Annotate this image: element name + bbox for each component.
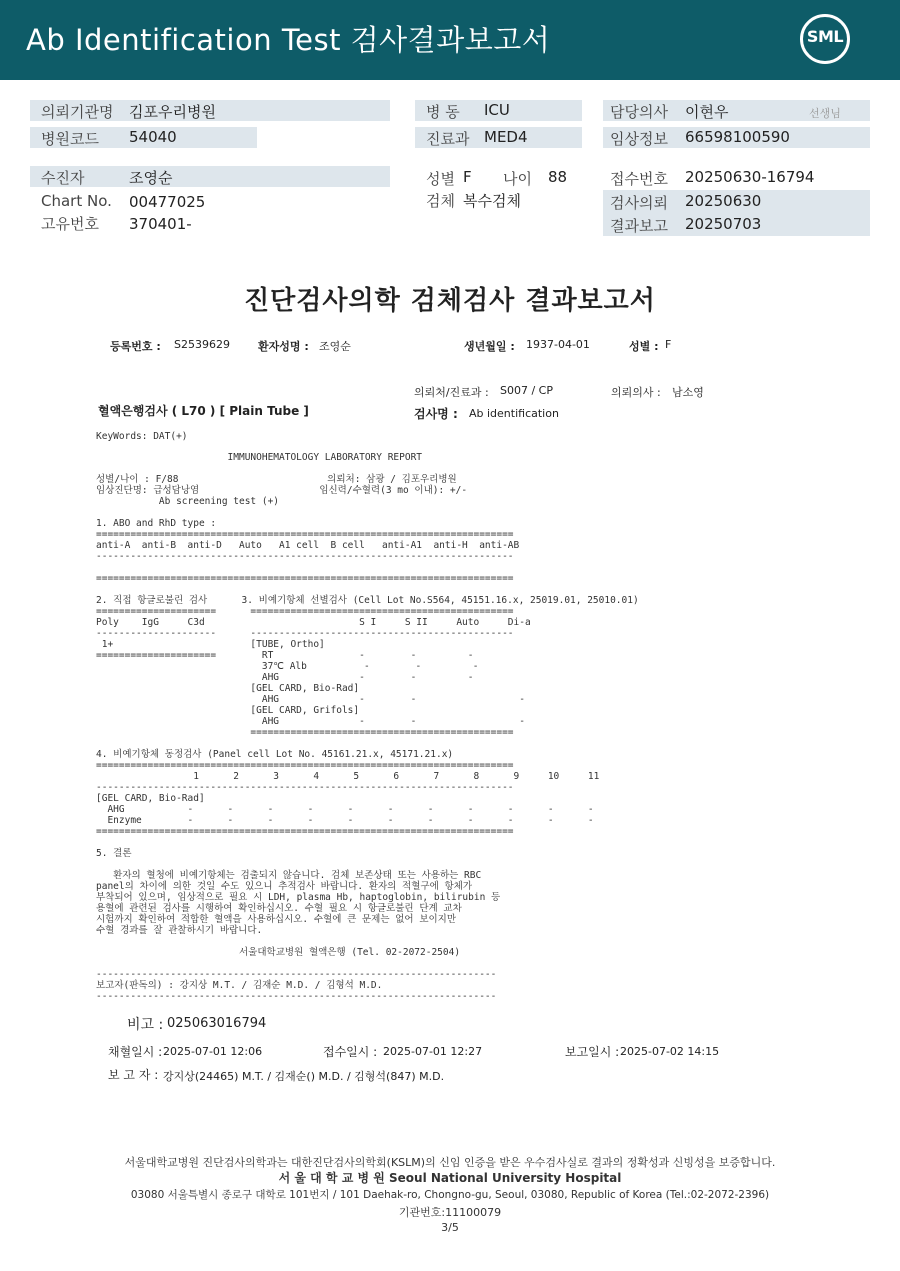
report-line: [GEL CARD, Grifols] bbox=[96, 705, 360, 716]
receipt-value: 20250630-16794 bbox=[685, 168, 815, 186]
lab-report-body bbox=[96, 452, 639, 1002]
age-value: 88 bbox=[548, 168, 568, 186]
id-label: 고유번호 bbox=[41, 215, 99, 233]
report-line: ========================================================================= bbox=[96, 826, 514, 837]
report-line: AHG - - - bbox=[96, 716, 525, 727]
sml-logo: SML bbox=[800, 14, 850, 64]
clinical-label: 임상정보 bbox=[610, 130, 668, 148]
code-value: 54040 bbox=[129, 128, 177, 146]
report-line: ========================================================================= bbox=[96, 529, 514, 540]
doc-sex-value: F bbox=[665, 338, 672, 351]
footer-address: 03080 서울특별시 종로구 대학로 101번지 / 101 Daehak-ro, Chongno-gu, Seoul, 03080, Republic of Korea (Tel.:02-2072-2396) bbox=[130, 1189, 770, 1201]
birth-value: 1937-04-01 bbox=[526, 338, 590, 351]
req-doctor-value: 남소영 bbox=[672, 386, 704, 399]
keywords: KeyWords: DAT(+) bbox=[96, 431, 188, 442]
report-line: ---------------------------------------------------------------------- bbox=[96, 991, 497, 1002]
reported-value: 2025-07-02 14:15 bbox=[620, 1045, 720, 1058]
reporter-label: 보 고 자 : bbox=[108, 1068, 159, 1082]
report-line: 용혈에 관련된 검사를 시행하여 확인하십시오. 수혈 필요 시 항글로불린 단계 교차 bbox=[96, 903, 462, 914]
report-line: Enzyme - - - - - - - - - - - bbox=[96, 815, 594, 826]
report-line: AHG - - - bbox=[96, 672, 474, 683]
received-value: 2025-07-01 12:27 bbox=[383, 1045, 483, 1058]
report-line: 서울대학교병원 혈액은행 (Tel. 02-2072-2504) bbox=[96, 947, 461, 958]
doctor-value: 이현우 bbox=[685, 103, 729, 121]
collected-label: 채혈일시 : bbox=[108, 1045, 163, 1059]
footer-certification: 서울대학교병원 진단검사의학과는 대한진단검사의학회(KSLM)의 신임 인증을 받은 우수검사실로 결과의 정확성과 신빙성을 보증합니다. bbox=[124, 1156, 776, 1169]
report-line: Poly IgG C3d S I S II Auto Di-a bbox=[96, 617, 531, 628]
req-doctor-label: 의뢰의사 : bbox=[611, 386, 661, 399]
dept-doc-label: 의뢰처/진료과 : bbox=[414, 386, 489, 399]
dept-doc-value: S007 / CP bbox=[500, 384, 553, 397]
request-value: 20250630 bbox=[685, 192, 762, 210]
report-line: 37℃ Alb - - - bbox=[96, 661, 479, 672]
patient-label: 수진자 bbox=[41, 169, 85, 187]
header-bar bbox=[0, 0, 900, 80]
report-line: 수혈 경과를 잘 관찰하시기 바랍니다. bbox=[96, 925, 263, 936]
report-line: 4. 비예기항체 동정검사 (Panel cell Lot No. 45161.21.x, 45171.21.x) bbox=[96, 749, 454, 760]
report-line: ========================================================================= bbox=[96, 573, 514, 584]
test-group: 혈액은행검사 ( L70 ) [ Plain Tube ] bbox=[98, 404, 309, 418]
report-line: 성별/나이 : F/88 의뢰처: 삼광 / 김포우리병원 bbox=[96, 474, 457, 485]
report-date-value: 20250703 bbox=[685, 215, 762, 233]
report-line: anti-A anti-B anti-D Auto A1 cell B cell anti-A1 anti-H anti-AB bbox=[96, 540, 520, 551]
report-line: ============================================== bbox=[96, 727, 514, 738]
report-line: AHG - - - - - - - - - - - bbox=[96, 804, 594, 815]
dept-label: 진료과 bbox=[426, 130, 470, 148]
report-line: ---------------------------------------------------------------------- bbox=[96, 969, 497, 980]
reg-label: 등록번호 : bbox=[110, 340, 161, 353]
reported-label: 보고일시 : bbox=[565, 1045, 620, 1059]
note-label: 비고 : bbox=[127, 1017, 164, 1033]
chart-value: 00477025 bbox=[129, 193, 206, 211]
name-label: 환자성명 : bbox=[258, 340, 309, 353]
received-label: 접수일시 : bbox=[323, 1045, 378, 1059]
report-line: IMMUNOHEMATOLOGY LABORATORY REPORT bbox=[96, 452, 423, 463]
patient-value: 조영순 bbox=[129, 169, 173, 187]
hospital-label: 의뢰기관명 bbox=[41, 103, 114, 121]
specimen-value: 복수검체 bbox=[463, 192, 521, 210]
name-value: 조영순 bbox=[319, 340, 351, 353]
clinical-value: 66598100590 bbox=[685, 128, 790, 146]
reg-value: S2539629 bbox=[174, 338, 230, 351]
report-line: ========================================================================= bbox=[96, 760, 514, 771]
specimen-label: 검체 bbox=[426, 192, 455, 210]
report-line: 보고자(판독의) : 강지상 M.T. / 김재순 M.D. / 김형석 M.D. bbox=[96, 980, 383, 991]
sex-value: F bbox=[463, 168, 472, 186]
report-line: ------------------------------------------------------------------------- bbox=[96, 551, 514, 562]
doctor-suffix: 선생님 bbox=[809, 107, 841, 120]
sex-label: 성별 bbox=[426, 170, 455, 188]
report-date-label: 결과보고 bbox=[610, 217, 668, 235]
report-line: 1. ABO and RhD type : bbox=[96, 518, 217, 529]
report-line: ===================== ============================================== bbox=[96, 606, 514, 617]
doctor-label: 담당의사 bbox=[610, 103, 668, 121]
report-line: ------------------------------------------------------------------------- bbox=[96, 782, 514, 793]
collected-value: 2025-07-01 12:06 bbox=[163, 1045, 263, 1058]
report-line: 시험까지 확인하여 적합한 혈액을 사용하십시오. 수혈에 큰 문제는 없어 보이지만 bbox=[96, 914, 457, 925]
birth-label: 생년월일 : bbox=[464, 340, 515, 353]
report-line: ===================== RT - - - bbox=[96, 650, 474, 661]
report-title: Ab Identification Test 검사결과보고서 bbox=[26, 23, 551, 57]
report-line: 부착되어 있으며, 임상적으로 필요 시 LDH, plasma Hb, haptoglobin, bilirubin 등 bbox=[96, 892, 501, 903]
report-line: 1 2 3 4 5 6 7 8 9 10 11 bbox=[96, 771, 600, 782]
page-number: 3/5 bbox=[441, 1221, 459, 1234]
code-label: 병원코드 bbox=[41, 130, 99, 148]
age-label: 나이 bbox=[503, 170, 532, 188]
dept-value: MED4 bbox=[484, 128, 528, 146]
request-label: 검사의뢰 bbox=[610, 194, 668, 212]
test-name-label: 검사명 : bbox=[414, 407, 458, 421]
report-line: --------------------- ---------------------------------------------- bbox=[96, 628, 514, 639]
doc-sex-label: 성별 : bbox=[629, 340, 659, 353]
document-title: 진단검사의학 검체검사 결과보고서 bbox=[244, 286, 656, 316]
report-line: 5. 결론 bbox=[96, 848, 132, 859]
report-line: 환자의 혈청에 비예기항체는 검출되지 않습니다. 검체 보존상태 또는 사용하는 RBC bbox=[96, 870, 482, 881]
report-line: panel의 차이에 의한 것일 수도 있으니 추적검사 바랍니다. 환자의 적혈구에 항체가 bbox=[96, 881, 472, 892]
footer-institution-number: 기관번호:11100079 bbox=[398, 1206, 502, 1219]
report-line: [GEL CARD, Bio-Rad] bbox=[96, 793, 205, 804]
ward-value: ICU bbox=[484, 101, 510, 119]
hospital-value: 김포우리병원 bbox=[129, 103, 216, 121]
report-line: 임상진단명: 급성담낭염 임신력/수혈력(3 mo 이내): +/- bbox=[96, 485, 468, 496]
test-name-value: Ab identification bbox=[469, 407, 559, 420]
report-line: Ab screening test (+) bbox=[96, 496, 280, 507]
footer-hospital-name: 서 울 대 학 교 병 원 Seoul National University Hospital bbox=[278, 1171, 622, 1185]
id-value: 370401- bbox=[129, 215, 192, 233]
report-line: [GEL CARD, Bio-Rad] bbox=[96, 683, 360, 694]
reporter-value: 강지상(24465) M.T. / 김재순() M.D. / 김형석(847) M.D. bbox=[163, 1070, 445, 1083]
note-value: 025063016794 bbox=[167, 1016, 267, 1031]
ward-label: 병 동 bbox=[426, 103, 460, 121]
report-line: 2. 직접 항글로불린 검사 3. 비예기항체 선별검사 (Cell Lot No.S564, 45151.16.x, 25019.01, 25010.01) bbox=[96, 595, 639, 606]
receipt-label: 접수번호 bbox=[610, 170, 668, 188]
report-line: AHG - - - bbox=[96, 694, 525, 705]
chart-label: Chart No. bbox=[41, 192, 112, 210]
report-line: 1+ [TUBE, Ortho] bbox=[96, 639, 325, 650]
